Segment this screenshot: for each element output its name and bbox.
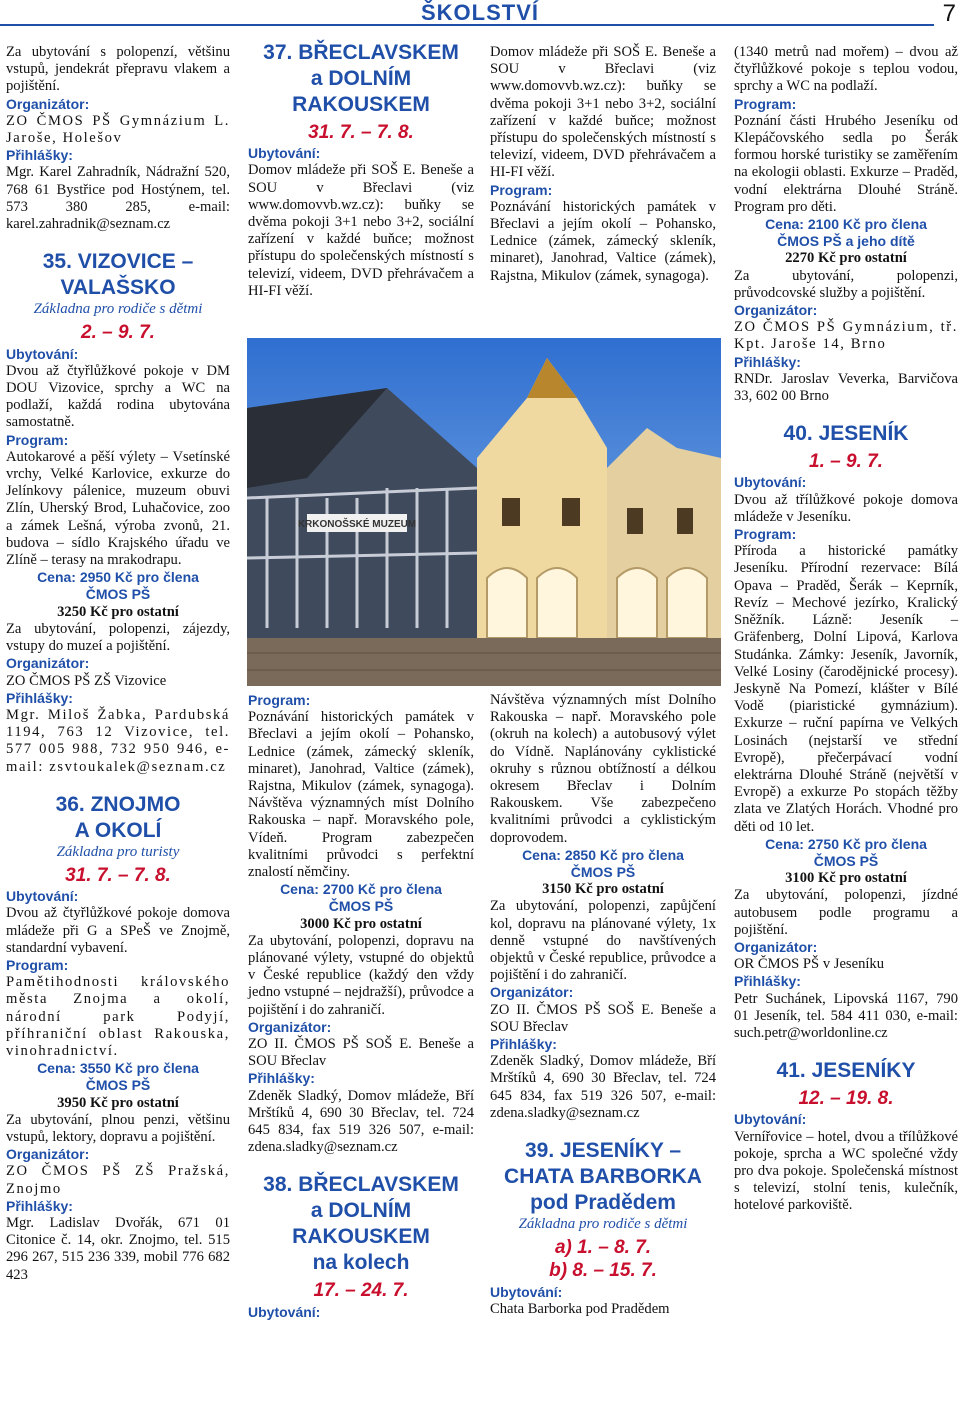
section-title: CHATA BARBORKA bbox=[504, 1165, 702, 1189]
section-date: a) 1. – 8. 7. bbox=[554, 1237, 652, 1259]
section-title: 38. BŘECLAVSKEM bbox=[263, 1173, 459, 1197]
label-organizator: Organizátor: bbox=[6, 1146, 90, 1163]
program-text: Poznávání historických památek v Břeclavi a jejím okolí – Pohansko, Lednice (zámek, zámecký skleník, minaret), Janohrad, Valtice (zámek), Rajstna, Mikulov (zámek, synagoga). Návštěva významných míst Dolního Rakouska – např. Moravského pole, Vídeň. Program zabezpečen kvalitními průvodci s perfektní znalostí němčiny. bbox=[248, 709, 474, 881]
column-3-bottom bbox=[490, 692, 716, 1318]
label-ubytovani: Ubytování: bbox=[6, 888, 79, 905]
section-title: pod Pradědem bbox=[530, 1191, 676, 1215]
price-member-org: ČMOS PŠ bbox=[85, 1077, 151, 1094]
column-4 bbox=[734, 44, 958, 1215]
column-2-top bbox=[248, 40, 474, 300]
label-organizator: Organizátor: bbox=[734, 302, 818, 319]
organizer-text: ZO II. ČMOS PŠ SOŠ E. Beneše a SOU Břeclav bbox=[490, 1001, 716, 1035]
section-title: a DOLNÍM bbox=[310, 67, 412, 90]
price-other: 3150 Kč pro ostatní bbox=[542, 881, 664, 898]
section-date: 2. – 9. 7. bbox=[81, 322, 155, 344]
label-organizator: Organizátor: bbox=[734, 938, 818, 955]
accommodation-text: Chata Barborka pod Pradědem bbox=[490, 1300, 670, 1317]
price-other: 3250 Kč pro ostatní bbox=[57, 603, 179, 620]
museum-illustration bbox=[247, 338, 721, 686]
price-member-org: ČMOS PŠ bbox=[813, 852, 879, 869]
section-date: 1. – 9. 7. bbox=[809, 451, 883, 473]
organizer-text: ZO II. ČMOS PŠ SOŠ E. Beneše a SOU Břeclav bbox=[248, 1036, 474, 1070]
section-date: b) 8. – 15. 7. bbox=[549, 1260, 657, 1282]
label-program: Program: bbox=[6, 431, 69, 448]
price-other: 3000 Kč pro ostatní bbox=[300, 915, 422, 932]
label-prihlasky: Přihlášky: bbox=[6, 689, 73, 706]
label-prihlasky: Přihlášky: bbox=[6, 147, 73, 164]
label-prihlasky: Přihlášky: bbox=[734, 353, 801, 370]
program-text: Příroda a historické památky Jeseníku. Přírodní rezervace: Bílá Opava – Praděd, Šerák – Keprník, Revíz – Mechové jezírko, Kralický Sněžník. Lázně: Jeseník – Gräfenberg, Dolní Lipová, Karlova Studánka. Zámky: Jeseník, Javorník, Velké Losiny (čarodějnické procesy). Jeskyně Na Pomezí, klášter v Bílé Vodě (piaristické gymnázium). Exkurze – ruční papírna ve Velkých Losinách (nejstarší ve střední Evropě), přečerpávací vodní elektrárna Dlouhé Stráně (největší v Evropě) a exkurze Po stopách těžby zlata ve Zlatých Horách. Vhodné pro děti od 10 let. bbox=[734, 543, 958, 835]
section-title: 39. JESENÍKY – bbox=[524, 1139, 682, 1163]
application-text: RNDr. Jaroslav Veverka, Barvičova 33, 602 00 Brno bbox=[734, 370, 958, 405]
section-title: na kolech bbox=[312, 1251, 410, 1275]
label-ubytovani: Ubytování: bbox=[490, 1283, 563, 1300]
price-member-org: ČMOS PŠ bbox=[328, 898, 394, 915]
application-text: Mgr. Karel Zahradník, Nádražní 520, 768 61 Bystřice pod Hostýnem, tel. 573 380 285, e-mail: karel.zahradnik@seznam.cz bbox=[6, 164, 230, 233]
price-member: Cena: 3550 Kč pro člena bbox=[37, 1060, 199, 1077]
accommodation-text: Dvou až čtyřlůžkové pokoje v DM DOU Vizovice, sprchy a WC na podlaží, každá rodina ubytována samostatně. bbox=[6, 362, 230, 431]
program-text: Poznávání historických památek v Břeclavi a jejím okolí – Pohansko, Lednice (zámek, zámecký skleník, minaret), Janohrad, Valtice (zámek), Rajstna, Mikulov (zámek, synagoga). bbox=[490, 198, 716, 284]
includes-text: Za ubytování, polopenzi, průvodcovské služby a pojištění. bbox=[734, 267, 958, 301]
section-title: RAKOUSKEM bbox=[292, 1225, 430, 1249]
organizer-text: ZO ČMOS PŠ Gymnázium, tř. Kpt. Jaroše 14, Brno bbox=[734, 319, 958, 353]
application-text: Zdeněk Sladký, Domov mládeže, Bří Mrštíků 4, 690 30 Břeclav, tel. 724 645 834, fax 519 326 507, e-mail: zdena.sladky@seznam.cz bbox=[248, 1087, 474, 1156]
accommodation-text: Vernířovice – hotel, dvou a třílůžkové pokoje, sprcha a WC společné vždy pro dva pokoje. Společenská místnost s televizí, stolní tenis, kulečník, hotelové parkoviště. bbox=[734, 1128, 958, 1214]
section-title: a DOLNÍM bbox=[310, 1199, 412, 1223]
section-title: 35. VIZOVICE – bbox=[42, 250, 194, 274]
section-title: 37. BŘECLAVSKEM bbox=[263, 41, 459, 64]
section-title: 36. ZNOJMO bbox=[55, 792, 181, 816]
section-subtitle: Základna pro turisty bbox=[56, 843, 180, 860]
section-title: 40. JESENÍK bbox=[783, 422, 909, 446]
accommodation-text: Dvou až čtyřlůžkové pokoje domova mládeže při G a SPeŠ ve Znojmě, standardní vybavení. bbox=[6, 905, 230, 956]
label-ubytovani: Ubytování: bbox=[734, 1111, 807, 1128]
price-member: Cena: 2750 Kč pro člena bbox=[765, 835, 927, 852]
price-other: 2270 Kč pro ostatní bbox=[785, 250, 907, 267]
accommodation-text: Dvou až třílůžkové pokoje domova mládeže v Jeseníku. bbox=[734, 491, 958, 525]
includes-text: Za ubytování, plnou penzi, většinu vstupů, lektory, dopravu a pojištění. bbox=[6, 1111, 230, 1145]
label-organizator: Organizátor: bbox=[490, 984, 574, 1001]
label-prihlasky: Přihlášky: bbox=[6, 1197, 73, 1214]
column-3-top bbox=[490, 44, 716, 285]
section-date: 31. 7. – 7. 8. bbox=[65, 864, 171, 886]
price-member: Cena: 2950 Kč pro člena bbox=[37, 569, 199, 586]
application-text: Mgr. Ladislav Dvořák, 671 01 Citonice č. 14, okr. Znojmo, tel. 515 296 267, 515 236 339, mobil 776 682 423 bbox=[6, 1214, 230, 1283]
label-program: Program: bbox=[490, 181, 553, 198]
section-date: 31. 7. – 7. 8. bbox=[308, 122, 414, 143]
section-subtitle: Základna pro rodiče s dětmi bbox=[33, 301, 203, 318]
intro-text: Za ubytování s polopenzí, většinu vstupů, jendekrát přepravu vlakem a pojištění. bbox=[6, 44, 230, 95]
section-title: VALAŠSKO bbox=[60, 276, 176, 300]
organizer-text: ZO ČMOS PŠ ZŠ Pražská, Znojmo bbox=[6, 1163, 230, 1197]
application-text: Petr Suchánek, Lipovská 1167, 790 01 Jeseník, tel. 584 411 030, e-mail: such.petr@worldonline.cz bbox=[734, 990, 958, 1041]
includes-text: Za ubytování, polopenzi, zapůjčení kol, dopravu na plánované výlety, 1x denně vstupné do navštívených objektů v České republice, průvodce a pojištění i do zahraničí. bbox=[490, 898, 716, 984]
includes-text: Za ubytování, polopenzi, jízdné autobusem podle programu a pojištění. bbox=[734, 887, 958, 938]
includes-text: Za ubytování, polopenzi, dopravu na plánované výlety, vstupné do objektů v České republice (každý den vždy jedno vstupné – nejdražší), průvodce a pojištění i do zahraničí. bbox=[248, 932, 474, 1018]
label-program: Program: bbox=[248, 692, 311, 708]
section-title: A OKOLÍ bbox=[74, 818, 162, 842]
price-member-org: ČMOS PŠ bbox=[85, 586, 151, 603]
price-other: 3100 Kč pro ostatní bbox=[785, 870, 907, 887]
label-prihlasky: Přihlášky: bbox=[248, 1070, 315, 1087]
section-date: 12. – 19. 8. bbox=[798, 1088, 894, 1110]
price-other: 3950 Kč pro ostatní bbox=[57, 1094, 179, 1111]
accommodation-text: (1340 metrů nad mořem) – dvou až čtyřlůžkové pokoje s teplou vodou, sprchy a WC na podlaží. bbox=[734, 44, 958, 95]
section-title: RAKOUSKEM bbox=[292, 93, 430, 116]
section-header: ŠKOLSTVÍ bbox=[420, 0, 539, 25]
price-member: Cena: 2100 Kč pro člena bbox=[765, 216, 927, 233]
page-number: 7 bbox=[942, 0, 956, 27]
organizer-text: OR ČMOS PŠ v Jeseníku bbox=[734, 956, 885, 973]
program-text: Autokarové a pěší výlety – Vsetínské vrchy, Velké Karlovice, exkurze do Jelínkovy pálenice, muzeum obuvi Zlín, Uherský Brod, Luhačovice, zoo a zámek Lešná, výroba zvonů, 21. budova – sídlo Krajského úřadu ve Zlíně – terasy na mrakodrapu. bbox=[6, 448, 230, 569]
label-organizator: Organizátor: bbox=[6, 95, 90, 112]
program-text: Poznání části Hrubého Jeseníku od Klepáčovského sedla po Šerák formou horské turistiky se zaměřením na ekologii oblasti. Exkurze – Praděd, vodní elektrárna Dlouhé Stráně. Program pro děti. bbox=[734, 112, 958, 215]
price-member: Cena: 2700 Kč pro člena bbox=[280, 881, 442, 898]
label-prihlasky: Přihlášky: bbox=[734, 973, 801, 990]
application-text: Mgr. Miloš Žabka, Pardubská 1194, 763 12 Vizovice, tel. 577 005 988, 732 950 946, e-mail: zsvtoukalek@seznam.cz bbox=[6, 706, 230, 775]
price-member: Cena: 2850 Kč pro člena bbox=[522, 846, 684, 863]
section-subtitle: Základna pro rodiče s dětmi bbox=[518, 1216, 688, 1233]
label-organizator: Organizátor: bbox=[248, 1018, 332, 1035]
organizer-text: ZO ČMOS PŠ ZŠ Vizovice bbox=[6, 672, 167, 689]
program-text: Návštěva významných míst Dolního Rakouska – např. Moravského pole (okruh na kolech) a autobusový výlet do Vídně. Naplánovány cyklistické okruhy s různou obtížností a délkou okresem Břeclav i Dolním Rakouskem. Vše zabezpečeno kvalitními průvodci a cyklistickým doprovodem. bbox=[490, 692, 716, 846]
column-1 bbox=[6, 44, 230, 1284]
label-organizator: Organizátor: bbox=[6, 655, 90, 672]
section-title: 41. JESENÍKY bbox=[776, 1059, 916, 1083]
label-prihlasky: Přihlášky: bbox=[490, 1036, 557, 1053]
section-date: 17. – 24. 7. bbox=[313, 1280, 409, 1302]
column-2-bottom bbox=[248, 692, 474, 1321]
accommodation-text: Domov mládeže při SOŠ E. Beneše a SOU v Břeclavi (viz www.domovvb.wz.cz): buňky se dvěma pokoji 3+1 nebo 3+2, sociální zařízení v každé buňce; možnost přístupu do společenských místností s televizí, videem, DVD přehrávačem a HI-FI věží. bbox=[490, 44, 716, 181]
price-member-org: ČMOS PŠ bbox=[570, 864, 636, 881]
label-ubytovani: Ubytování: bbox=[734, 474, 807, 491]
label-ubytovani: Ubytování: bbox=[6, 345, 79, 362]
includes-text: Za ubytování, polopenzi, zájezdy, vstupy do muzeí a pojištění. bbox=[6, 620, 230, 655]
label-ubytovani: Ubytování: bbox=[248, 1303, 321, 1320]
label-ubytovani: Ubytování: bbox=[248, 145, 321, 162]
program-text: Pamětihodnosti královského města Znojma a okolí, národní park Podyjí, příhraniční oblast Rakouska, vinohradnictví. bbox=[6, 974, 230, 1059]
label-program: Program: bbox=[734, 95, 797, 112]
label-program: Program: bbox=[734, 526, 797, 543]
application-text: Zdeněk Sladký, Domov mládeže, Bří Mrštíků 4, 690 30 Břeclav, tel. 724 645 834, fax 519 326 507, e-mail: zdena.sladky@seznam.cz bbox=[490, 1053, 716, 1121]
label-program: Program: bbox=[6, 956, 69, 973]
organizer-text: ZO ČMOS PŠ Gymnázium L. Jaroše, Holešov bbox=[6, 112, 230, 147]
price-member-org: ČMOS PŠ a jeho dítě bbox=[777, 233, 915, 250]
museum-photo bbox=[247, 338, 721, 686]
accommodation-text: Domov mládeže při SOŠ E. Beneše a SOU v Břeclavi (viz www.domovvb.wz.cz): buňky se dvěma pokoji 3+1 nebo 3+2, sociální zařízení v každé buňce; možnost přístupu do společenských místností s televizí, videem, DVD přehrávačem a HI-FI věží. bbox=[248, 162, 474, 299]
museum-sign-text: KRKONOŠSKÉ MUZEUM bbox=[297, 519, 417, 530]
